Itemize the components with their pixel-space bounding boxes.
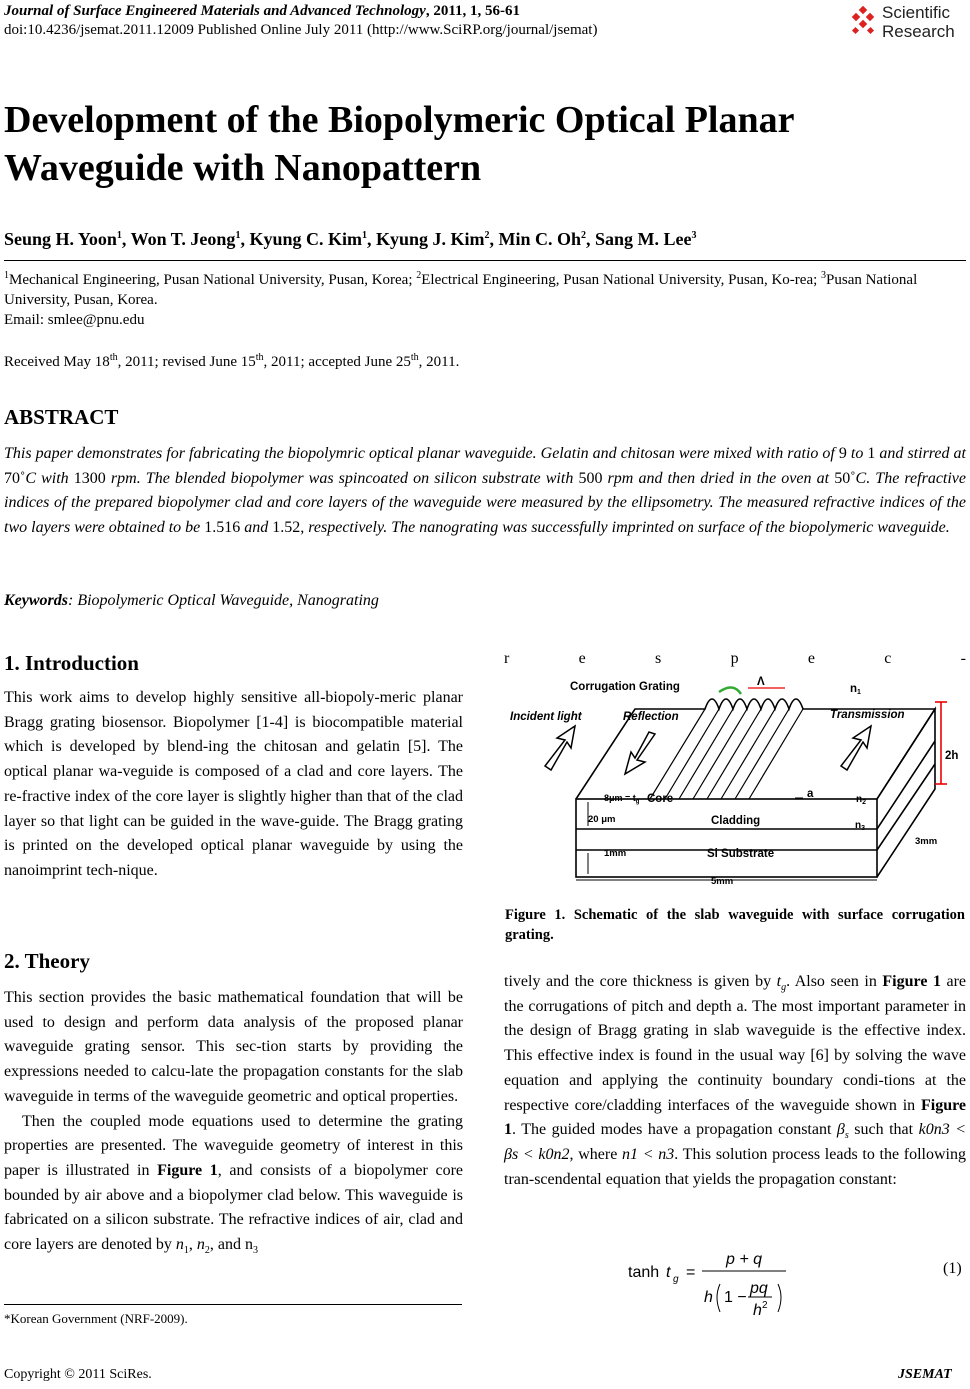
footer-journal: JSEMAT — [898, 1367, 952, 1382]
abstract-fragment: 9 — [838, 445, 847, 462]
author-name: Min C. Oh — [498, 229, 582, 249]
author-aff: 1 — [116, 230, 122, 241]
fig-label-n1: n1 — [850, 683, 861, 696]
green-arc — [719, 687, 741, 694]
fig-label-corrugation: Corrugation Grating — [570, 681, 680, 693]
logo-icon — [848, 6, 878, 36]
fig-label-a: a — [807, 788, 814, 800]
abstract-fragment: 50˚ — [834, 469, 856, 487]
abstract-heading: ABSTRACT — [4, 405, 119, 429]
abstract-fragment: 500 — [578, 469, 603, 487]
affiliations — [4, 270, 966, 330]
author-name: Sang M. Lee — [595, 229, 692, 249]
section-heading-intro: 1. Introduction — [4, 651, 139, 675]
eq-var: t — [666, 1264, 671, 1281]
eq-numerator: p + q — [726, 1251, 763, 1268]
theory-paragraph-1: This section provides the basic mathematical foundation that will be used to design and perform data analysis of the proposed planar waveguide grating sensor. This sec-tion starts by providing the expressions needed to calcu-late the propagation constants for the slab waveguide in terms of the waveguide geometric and optical properties. — [4, 989, 463, 1105]
received-dates: Received May 18th, 2011; revised June 15th, 2011; accepted June 25th, 2011. — [4, 352, 460, 370]
author-aff: 3 — [691, 230, 697, 241]
author-aff: 1 — [235, 230, 241, 241]
eq-equals: = — [686, 1264, 696, 1281]
theory-paragraphs — [4, 986, 463, 1258]
fig-label-n3: $n_3$ — [855, 820, 866, 832]
figure-1-schematic — [505, 674, 965, 886]
fig-label-clad-thickness: 20 μm — [588, 814, 616, 825]
footer-copyright: Copyright © 2011 SciRes. — [4, 1367, 152, 1382]
publisher-logo — [848, 2, 968, 44]
keywords-label: Keywords — [4, 592, 68, 609]
journal-header — [4, 2, 597, 40]
fig-label-n2: $n_2$ — [856, 794, 867, 806]
author-aff: 1 — [361, 230, 367, 241]
fig-label-depth: 3mm — [915, 836, 938, 847]
keywords: Keywords: Biopolymeric Optical Waveguide, Nanograting — [4, 592, 379, 609]
abstract-fragment: 1 — [867, 445, 876, 462]
section-heading-theory: 2. Theory — [4, 949, 90, 973]
fig-label-width: 5mm — [711, 876, 734, 886]
email: Email: smlee@pnu.edu — [4, 312, 145, 328]
author-name: Kyung J. Kim — [375, 229, 485, 249]
doi-line: doi:10.4236/jsemat.2011.12009 Published Online July 2011 (http://www.SciRP.org/journal/jsemat) — [4, 22, 598, 38]
journal-name: Journal of Surface Engineered Materials and Advanced Technology — [4, 3, 426, 19]
abstract-fragment: and — [240, 518, 273, 536]
eq-sub: g — [673, 1274, 679, 1285]
abstract-fragment: This paper demonstrates for fabricating the biopolymric optical planar waveguide. Gelatin and chitosan were mixed with ratio of — [4, 445, 839, 462]
fig-label-core-thickness: $8\mu m = t_g$ — [604, 793, 640, 805]
abstract-text — [4, 442, 966, 540]
abstract-fragment: to — [846, 445, 868, 462]
respec-spread: r e s p e c - — [504, 650, 966, 667]
fig-label-incident: Incident light — [510, 711, 582, 723]
affil-num: 2 — [416, 270, 422, 281]
footnote-rule — [4, 1304, 462, 1305]
affil-text: Electrical Engineering, Pusan National University, Pusan, Ko-rea; — [421, 272, 822, 288]
abstract-fragment: and stirred at — [875, 445, 967, 462]
intro-paragraph: This work aims to develop highly sensitive all-biopoly-meric planar Bragg grating biosensor. Biopolymer [1-4] is biocompatible material which is developed by blend-ing the chitosan and gelatin [5]. The optical planar wa-veguide is composed of a clad and core layers. The re-fractive index of the core layer is slightly higher than that of the clad layer so that light can be guided in the wave-guide. The Bragg grating is printed on the developed optical planar waveguide by using the nanoimprint tech-nique. — [4, 689, 463, 879]
transmission-arrow-icon — [841, 726, 871, 770]
abstract-fragment: rpm and then dried in the oven at — [602, 469, 835, 487]
logo-text-1: Scientific — [882, 3, 951, 22]
eq-den-pq: pq — [750, 1280, 768, 1297]
eq-den-h2: h — [753, 1302, 762, 1319]
keywords-list: Biopolymeric Optical Waveguide, Nanograting — [77, 592, 379, 609]
theory-paragraph-2: Then the coupled mode equations used to determine the grating properties are presented. The waveguide geometry of interest in this paper is illustrated in Figure 1, and consists of a biopolymer core bounded by air above and a biopolymer clad below. This waveguide is fabricated on a silicon substrate. The refractive indices of air, clad and core layers are denoted by $n_1$, $n_2$, and $n_3$ — [4, 1112, 464, 1257]
affil-num: 1 — [4, 270, 9, 281]
abstract-fragment: 1.516 — [204, 518, 241, 536]
fig-label-reflection: Reflection — [623, 711, 679, 723]
abstract-fragment: 1.52 — [272, 518, 301, 536]
eq-tanh: tanh — [628, 1264, 660, 1281]
abstract-fragment: C with — [25, 469, 74, 487]
eq-den-h: h — [704, 1289, 713, 1306]
incident-arrow-icon — [545, 726, 575, 770]
author-name: Kyung C. Kim — [249, 229, 362, 249]
affil-text: Mechanical Engineering, Pusan National University, Pusan, Korea; — [9, 272, 417, 288]
equation-number: (1) — [943, 1260, 962, 1277]
abstract-fragment: , respectively. The nanograting was successfully imprinted on surface of the biopolymeric waveguide. — [300, 518, 950, 536]
affil-text: Pusan National University, Pusan, Korea. — [4, 272, 918, 308]
fig-label-core: Core — [647, 793, 674, 805]
logo-text-2: Research — [882, 22, 955, 41]
fig-label-lambda: Λ — [757, 676, 765, 688]
affil-num: 3 — [821, 270, 827, 281]
author-divider — [4, 260, 966, 261]
reflection-arrow-icon — [625, 732, 655, 774]
author-aff: 2 — [581, 230, 587, 241]
footnote: *Korean Government (NRF-2009). — [4, 1311, 188, 1326]
eq-den-exp: 2 — [762, 1300, 768, 1311]
fig-label-2h: 2h — [945, 750, 959, 762]
abstract-fragment: C. The refractive indices of the prepared biopolymer clad and core layers of the waveguide were measured by the ellipsometry. The measured refractive indices of the two layers were obtained to be — [4, 469, 967, 536]
author-list: Seung H. Yoon$^1$, Won T. Jeong$^1$, Kyung C. Kim$^1$, Kyung J. Kim$^2$, Min C. Oh$^2$, Sang M. Lee$^3$ — [4, 229, 697, 249]
equation-1 — [626, 1250, 966, 1322]
author-aff: 2 — [484, 230, 490, 241]
fig-label-substrate-thickness: 1mm — [604, 848, 627, 859]
figure-caption: Figure 1. Schematic of the slab waveguide with surface corrugation grating. — [505, 907, 965, 943]
paper-title: Development of the Biopolymeric Optical Planar Waveguide with Nanopattern — [4, 99, 794, 189]
fig-label-substrate: Si Substrate — [707, 848, 775, 860]
abstract-fragment: rpm. The blended biopolymer was spincoated on silicon substrate with — [105, 469, 579, 487]
right-paragraph: tively and the core thickness is given by $t_g$. Also seen in Figure 1 are the corrugations of pitch and depth a. The most important parameter in the design of Bragg grating in slab waveguide is the effective index. This effective index is found in the usual way [6] by solving the wave equation and applying the continuity boundary condi-tions at the respective core/cladding interfaces of the waveguide shown in Figure 1. The guided modes have a propagation constant $\beta_s$ such that k0n3 < βs < k0n2, where n1 < n3. This solution process leads to the following tran-scendental equation that yields the propagation constant: — [504, 973, 967, 1188]
abstract-fragment: 1300 — [73, 469, 106, 487]
author-name: Won T. Jeong — [130, 229, 236, 249]
fig-label-transmission: Transmission — [830, 709, 905, 721]
author-name: Seung H. Yoon — [4, 229, 117, 249]
eq-den-1: 1 − — [724, 1289, 747, 1306]
journal-issue: , 2011, 1, 56-61 — [425, 3, 520, 19]
abstract-fragment: 70˚ — [4, 469, 26, 487]
fig-label-cladding: Cladding — [711, 815, 761, 827]
